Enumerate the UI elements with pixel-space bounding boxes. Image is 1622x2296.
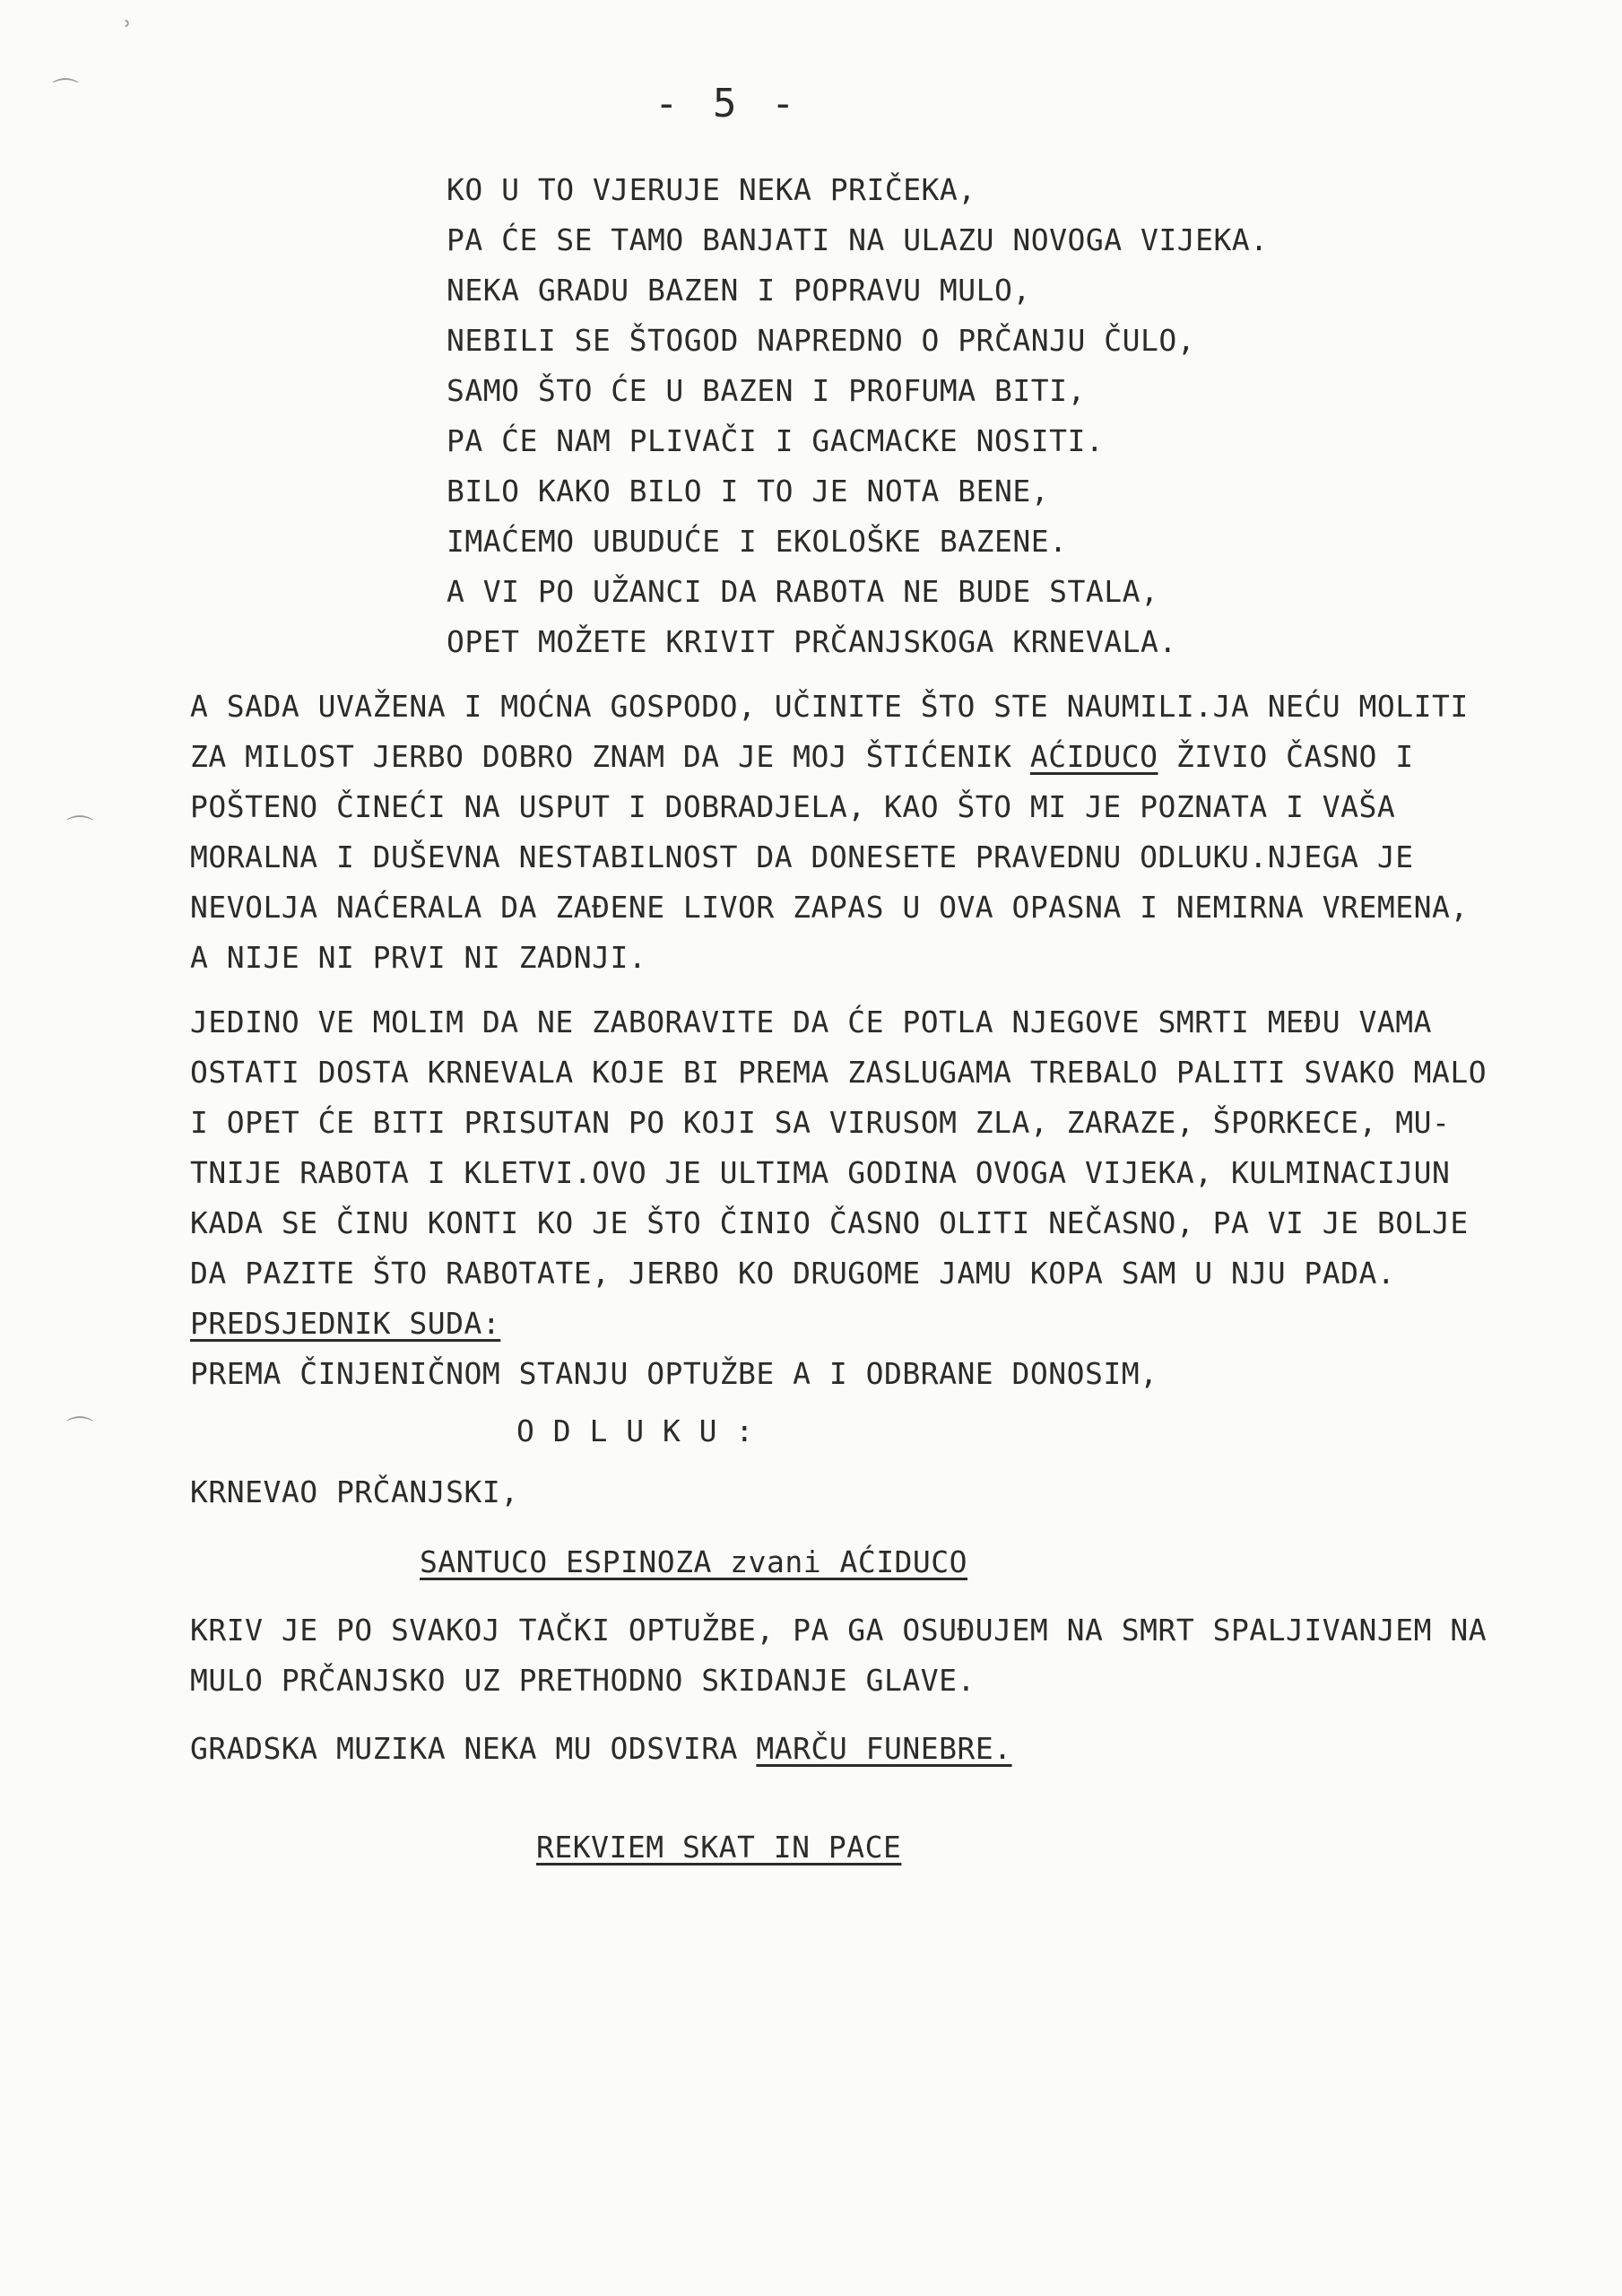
verse-line: PA ĆE SE TAMO BANJATI NA ULAZU NOVOGA VIJEKA. <box>447 222 1269 257</box>
punch-hole-mark: ⌒ <box>66 814 93 846</box>
paragraph-line: JEDINO VE MOLIM DA NE ZABORAVITE DA ĆE POTLA NJEGOVE SMRTI MEĐU VAMA <box>190 1004 1433 1039</box>
paragraph-line: MORALNA I DUŠEVNA NESTABILNOST DA DONESETE PRAVEDNU ODLUKU.NJEGA JE <box>190 839 1414 874</box>
paragraph-line: KRIV JE PO SVAKOJ TAČKI OPTUŽBE, PA GA OSUĐUJEM NA SMRT SPALJIVANJEM NA <box>190 1613 1488 1648</box>
page-number: - 5 - <box>655 81 801 126</box>
paragraph-line: I OPET ĆE BITI PRISUTAN PO KOJI SA VIRUSOM ZLA, ZARAZE, ŠPORKECE, MU- <box>190 1105 1451 1140</box>
defendant-label: KRNEVAO PRČANJSKI, <box>190 1474 519 1509</box>
paragraph-line: POŠTENO ČINEĆI NA USPUT I DOBRADJELA, KAO ŠTO MI JE POZNATA I VAŠA <box>190 789 1396 824</box>
verse-line: A VI PO UŽANCI DA RABOTA NE BUDE STALA, <box>447 574 1159 609</box>
paragraph-line: TNIJE RABOTA I KLETVI.OVO JE ULTIMA GODINA OVOGA VIJEKA, KULMINACIJUN <box>190 1155 1451 1190</box>
paragraph-line: DA PAZITE ŠTO RABOTATE, JERBO KO DRUGOME JAMU KOPA SAM U NJU PADA. <box>190 1256 1396 1291</box>
verse-line: NEBILI SE ŠTOGOD NAPREDNO O PRČANJU ČULO, <box>447 323 1196 358</box>
paragraph-line: KADA SE ČINU KONTI KO JE ŠTO ČINIO ČASNO OLITI NEČASNO, PA VI JE BOLJE <box>190 1205 1469 1240</box>
paragraph-line: OSTATI DOSTA KRNEVALA KOJE BI PREMA ZASLUGAMA TREBALO PALITI SVAKO MALO <box>190 1055 1488 1090</box>
verse-line: IMAĆEMO UBUDUĆE I EKOLOŠKE BAZENE. <box>447 524 1068 559</box>
margin-mark: ⌒ <box>52 77 79 109</box>
verse-line: BILO KAKO BILO I TO JE NOTA BENE, <box>447 474 1050 509</box>
verse-line: SAMO ŠTO ĆE U BAZEN I PROFUMA BITI, <box>447 373 1086 408</box>
paragraph-line: ZA MILOST JERBO DOBRO ZNAM DA JE MOJ ŠTIĆENIK AĆIDUCO ŽIVIO ČASNO I <box>190 739 1414 774</box>
paragraph-line: NEVOLJA NAĆERALA DA ZAĐENE LIVOR ZAPAS U OVA OPASNA I NEMIRNA VREMENA, <box>190 890 1469 925</box>
verse-line: PA ĆE NAM PLIVAČI I GACMACKE NOSITI. <box>447 423 1105 458</box>
judge-heading: PREDSJEDNIK SUDA: <box>190 1306 501 1341</box>
judge-statement: PREMA ČINJENIČNOM STANJU OPTUŽBE A I ODBRANE DONOSIM, <box>190 1356 1158 1391</box>
paragraph-line: A NIJE NI PRVI NI ZADNJI. <box>190 940 647 975</box>
verse-line: NEKA GRADU BAZEN I POPRAVU MULO, <box>447 273 1031 308</box>
funeral-march: MARČU FUNEBRE. <box>756 1731 1012 1766</box>
verse-line: OPET MOŽETE KRIVIT PRČANJSKOGA KRNEVALA. <box>447 624 1177 659</box>
verse-line: KO U TO VJERUJE NEKA PRIČEKA, <box>447 172 976 207</box>
verdict-title: O D L U K U : <box>516 1413 754 1448</box>
paragraph-line: A SADA UVAŽENA I MOĆNA GOSPODO, UČINITE ŠTO STE NAUMILI.JA NEĆU MOLITI <box>190 689 1469 724</box>
defendant-name: SANTUCO ESPINOZA zvani AĆIDUCO <box>420 1544 968 1579</box>
paragraph-line: MULO PRČANJSKO UZ PRETHODNO SKIDANJE GLAVE. <box>190 1663 976 1698</box>
defendant-nickname: AĆIDUCO <box>1029 739 1158 774</box>
music-line: GRADSKA MUZIKA NEKA MU ODSVIRA MARČU FUNEBRE. <box>190 1731 1012 1766</box>
closing-line: REKVIEM SKAT IN PACE <box>536 1830 902 1865</box>
punch-hole-mark: ⌒ <box>66 1415 93 1447</box>
margin-mark: ʾ <box>124 16 133 48</box>
